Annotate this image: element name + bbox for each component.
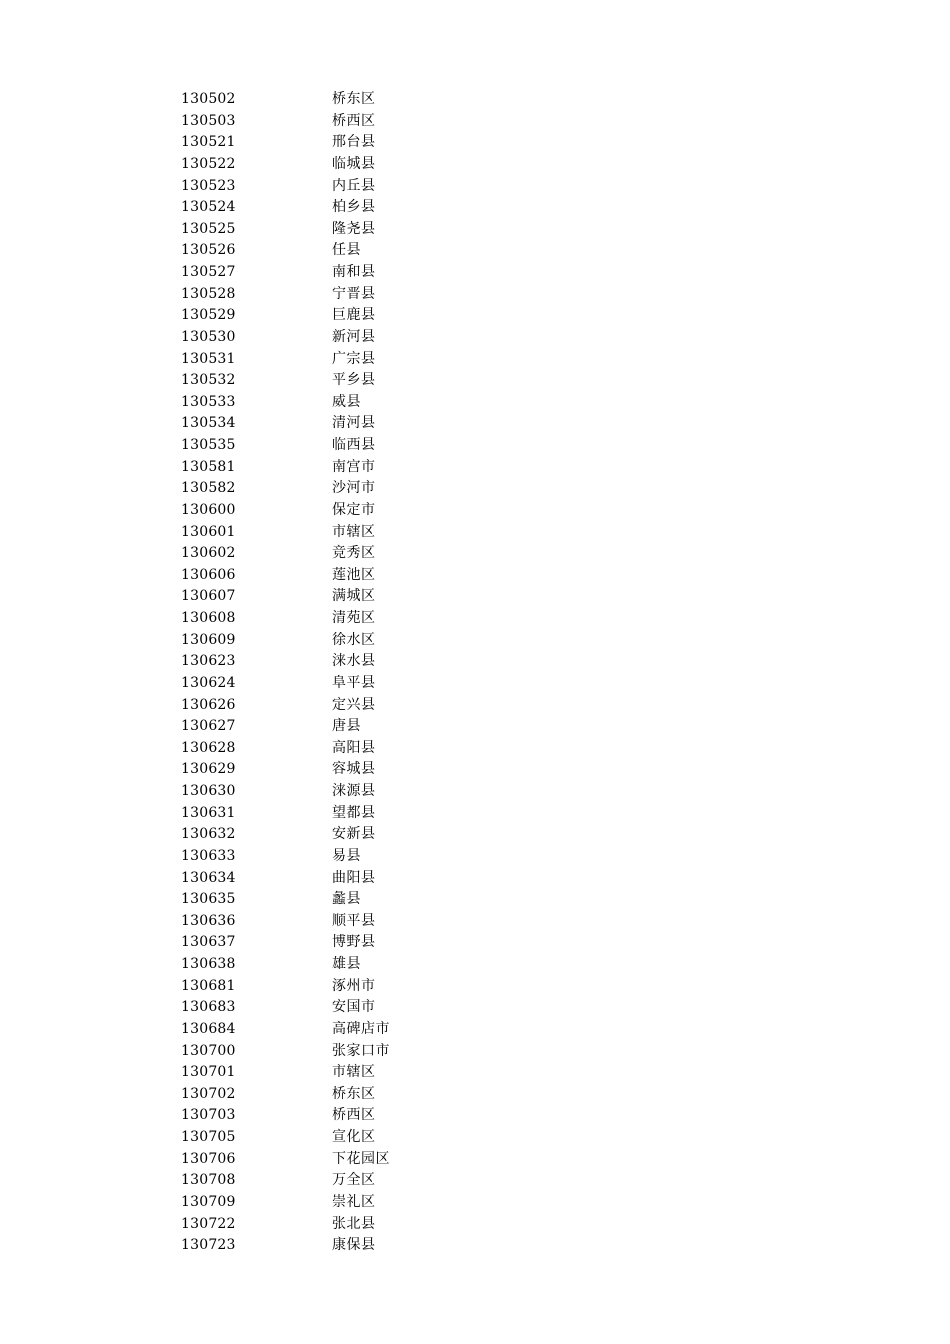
region-code: 130629	[181, 761, 236, 778]
region-name: 临城县	[332, 155, 376, 172]
region-name: 徐水区	[332, 631, 376, 648]
table-row	[181, 630, 390, 652]
region-code: 130600	[181, 501, 236, 518]
region-name: 曲阳县	[332, 869, 376, 886]
region-code: 130700	[181, 1042, 236, 1059]
region-name: 张北县	[332, 1215, 376, 1232]
region-code: 130522	[181, 155, 236, 172]
table-row	[181, 1235, 390, 1257]
region-code: 130530	[181, 328, 236, 345]
table-row	[181, 868, 390, 890]
table-row	[181, 889, 390, 911]
region-name: 康保县	[332, 1237, 376, 1254]
table-row	[181, 197, 390, 219]
region-code: 130606	[181, 566, 236, 583]
region-code: 130525	[181, 220, 236, 237]
region-code: 130529	[181, 307, 236, 324]
region-code: 130722	[181, 1215, 236, 1232]
region-name: 临西县	[332, 437, 376, 453]
region-code: 130631	[181, 804, 236, 821]
region-name: 安国市	[332, 999, 376, 1016]
table-row	[181, 1084, 390, 1106]
region-name: 清河县	[332, 415, 376, 432]
table-row	[181, 370, 390, 392]
table-row	[181, 976, 390, 998]
table-row	[181, 132, 390, 154]
region-name: 任县	[332, 242, 361, 259]
region-name: 万全区	[332, 1172, 376, 1189]
table-row	[181, 543, 390, 565]
region-name: 竞秀区	[332, 545, 376, 562]
region-name: 望都县	[332, 804, 376, 821]
region-code: 130635	[181, 891, 236, 908]
region-code: 130703	[181, 1107, 236, 1124]
table-row	[181, 1214, 390, 1236]
table-row	[181, 1192, 390, 1214]
table-row	[181, 435, 390, 457]
region-name: 容城县	[332, 761, 376, 778]
region-name: 高阳县	[332, 739, 376, 756]
region-name: 下花园区	[332, 1150, 390, 1167]
region-code: 130706	[181, 1150, 236, 1167]
region-code: 130633	[181, 847, 236, 864]
region-name: 易县	[332, 847, 361, 864]
region-code: 130638	[181, 956, 236, 972]
region-name: 阜平县	[332, 674, 376, 691]
table-row	[181, 1062, 390, 1084]
region-name: 雄县	[332, 956, 361, 972]
table-row	[181, 457, 390, 479]
region-name: 内丘县	[332, 177, 376, 194]
table-row	[181, 500, 390, 522]
region-code-table	[181, 89, 390, 1257]
region-name: 高碑店市	[332, 1020, 390, 1037]
region-name: 宣化区	[332, 1129, 376, 1145]
region-name: 桥西区	[332, 112, 376, 129]
region-name: 宁晋县	[332, 285, 376, 302]
table-row	[181, 716, 390, 738]
region-code: 130533	[181, 393, 236, 410]
region-code: 130723	[181, 1237, 236, 1254]
region-name: 平乡县	[332, 372, 376, 389]
table-row	[181, 781, 390, 803]
table-row	[181, 846, 390, 868]
region-code: 130609	[181, 631, 236, 648]
region-name: 顺平县	[332, 912, 376, 929]
table-row	[181, 803, 390, 825]
region-name: 博野县	[332, 934, 376, 951]
region-name: 邢台县	[332, 134, 376, 151]
region-code: 130608	[181, 610, 236, 626]
region-code: 130709	[181, 1193, 236, 1210]
region-name: 桥东区	[332, 1085, 376, 1102]
table-row	[181, 911, 390, 933]
region-name: 崇礼区	[332, 1193, 376, 1210]
region-code: 130531	[181, 350, 236, 367]
table-row	[181, 586, 390, 608]
table-row	[181, 262, 390, 284]
table-row	[181, 478, 390, 500]
region-name: 新河县	[332, 328, 376, 345]
region-name: 唐县	[332, 718, 361, 735]
table-row	[181, 1127, 390, 1149]
region-code: 130503	[181, 112, 236, 129]
region-name: 张家口市	[332, 1042, 390, 1059]
table-row	[181, 565, 390, 587]
region-name: 蠡县	[332, 891, 361, 908]
region-name: 安新县	[332, 826, 376, 843]
region-name: 巨鹿县	[332, 307, 376, 324]
region-name: 柏乡县	[332, 199, 376, 216]
table-row	[181, 932, 390, 954]
table-row	[181, 240, 390, 262]
region-code: 130526	[181, 242, 236, 259]
region-name: 清苑区	[332, 610, 376, 626]
region-code: 130627	[181, 718, 236, 735]
table-row	[181, 759, 390, 781]
table-row	[181, 154, 390, 176]
region-code: 130601	[181, 523, 236, 540]
table-row	[181, 738, 390, 760]
table-row	[181, 954, 390, 976]
region-code: 130628	[181, 739, 236, 756]
table-row	[181, 176, 390, 198]
region-code: 130624	[181, 674, 236, 691]
table-row	[181, 284, 390, 306]
region-code: 130527	[181, 264, 236, 280]
region-code: 130524	[181, 199, 236, 216]
region-code: 130708	[181, 1172, 236, 1189]
region-name: 市辖区	[332, 523, 376, 540]
region-code: 130684	[181, 1020, 236, 1037]
region-code: 130705	[181, 1129, 236, 1145]
region-code: 130607	[181, 588, 236, 605]
region-code: 130637	[181, 934, 236, 951]
region-code: 130602	[181, 545, 236, 562]
table-row	[181, 413, 390, 435]
region-code: 130702	[181, 1085, 236, 1102]
table-row	[181, 673, 390, 695]
table-row	[181, 522, 390, 544]
table-row	[181, 327, 390, 349]
region-name: 市辖区	[332, 1064, 376, 1081]
table-row	[181, 219, 390, 241]
region-code: 130683	[181, 999, 236, 1016]
table-row	[181, 824, 390, 846]
region-code: 130532	[181, 372, 236, 389]
table-row	[181, 1019, 390, 1041]
region-name: 隆尧县	[332, 220, 376, 237]
table-row	[181, 392, 390, 414]
region-code: 130523	[181, 177, 236, 194]
region-code: 130626	[181, 696, 236, 713]
region-code: 130701	[181, 1064, 236, 1081]
region-name: 涞源县	[332, 783, 376, 799]
region-name: 莲池区	[332, 566, 376, 583]
region-name: 南宫市	[332, 458, 376, 475]
table-row	[181, 608, 390, 630]
table-row	[181, 695, 390, 717]
region-name: 沙河市	[332, 480, 376, 497]
region-name: 桥东区	[332, 91, 376, 107]
region-name: 南和县	[332, 264, 376, 280]
region-code: 130521	[181, 134, 236, 151]
table-row	[181, 1170, 390, 1192]
region-name: 涞水县	[332, 653, 376, 670]
table-row	[181, 1105, 390, 1127]
table-row	[181, 1041, 390, 1063]
table-row	[181, 305, 390, 327]
region-code: 130535	[181, 437, 236, 453]
region-name: 广宗县	[332, 350, 376, 367]
region-code: 130634	[181, 869, 236, 886]
region-code: 130502	[181, 91, 236, 107]
table-row	[181, 349, 390, 371]
table-row	[181, 651, 390, 673]
region-code: 130528	[181, 285, 236, 302]
region-code: 130581	[181, 458, 236, 475]
region-name: 满城区	[332, 588, 376, 605]
region-code: 130632	[181, 826, 236, 843]
region-name: 保定市	[332, 501, 376, 518]
table-row	[181, 89, 390, 111]
table-row	[181, 1149, 390, 1171]
region-name: 涿州市	[332, 977, 376, 994]
region-code: 130623	[181, 653, 236, 670]
region-code: 130534	[181, 415, 236, 432]
region-name: 威县	[332, 393, 361, 410]
region-code: 130681	[181, 977, 236, 994]
region-name: 桥西区	[332, 1107, 376, 1124]
table-row	[181, 111, 390, 133]
region-code: 130582	[181, 480, 236, 497]
table-row	[181, 997, 390, 1019]
region-code: 130636	[181, 912, 236, 929]
region-name: 定兴县	[332, 696, 376, 713]
region-code: 130630	[181, 783, 236, 799]
